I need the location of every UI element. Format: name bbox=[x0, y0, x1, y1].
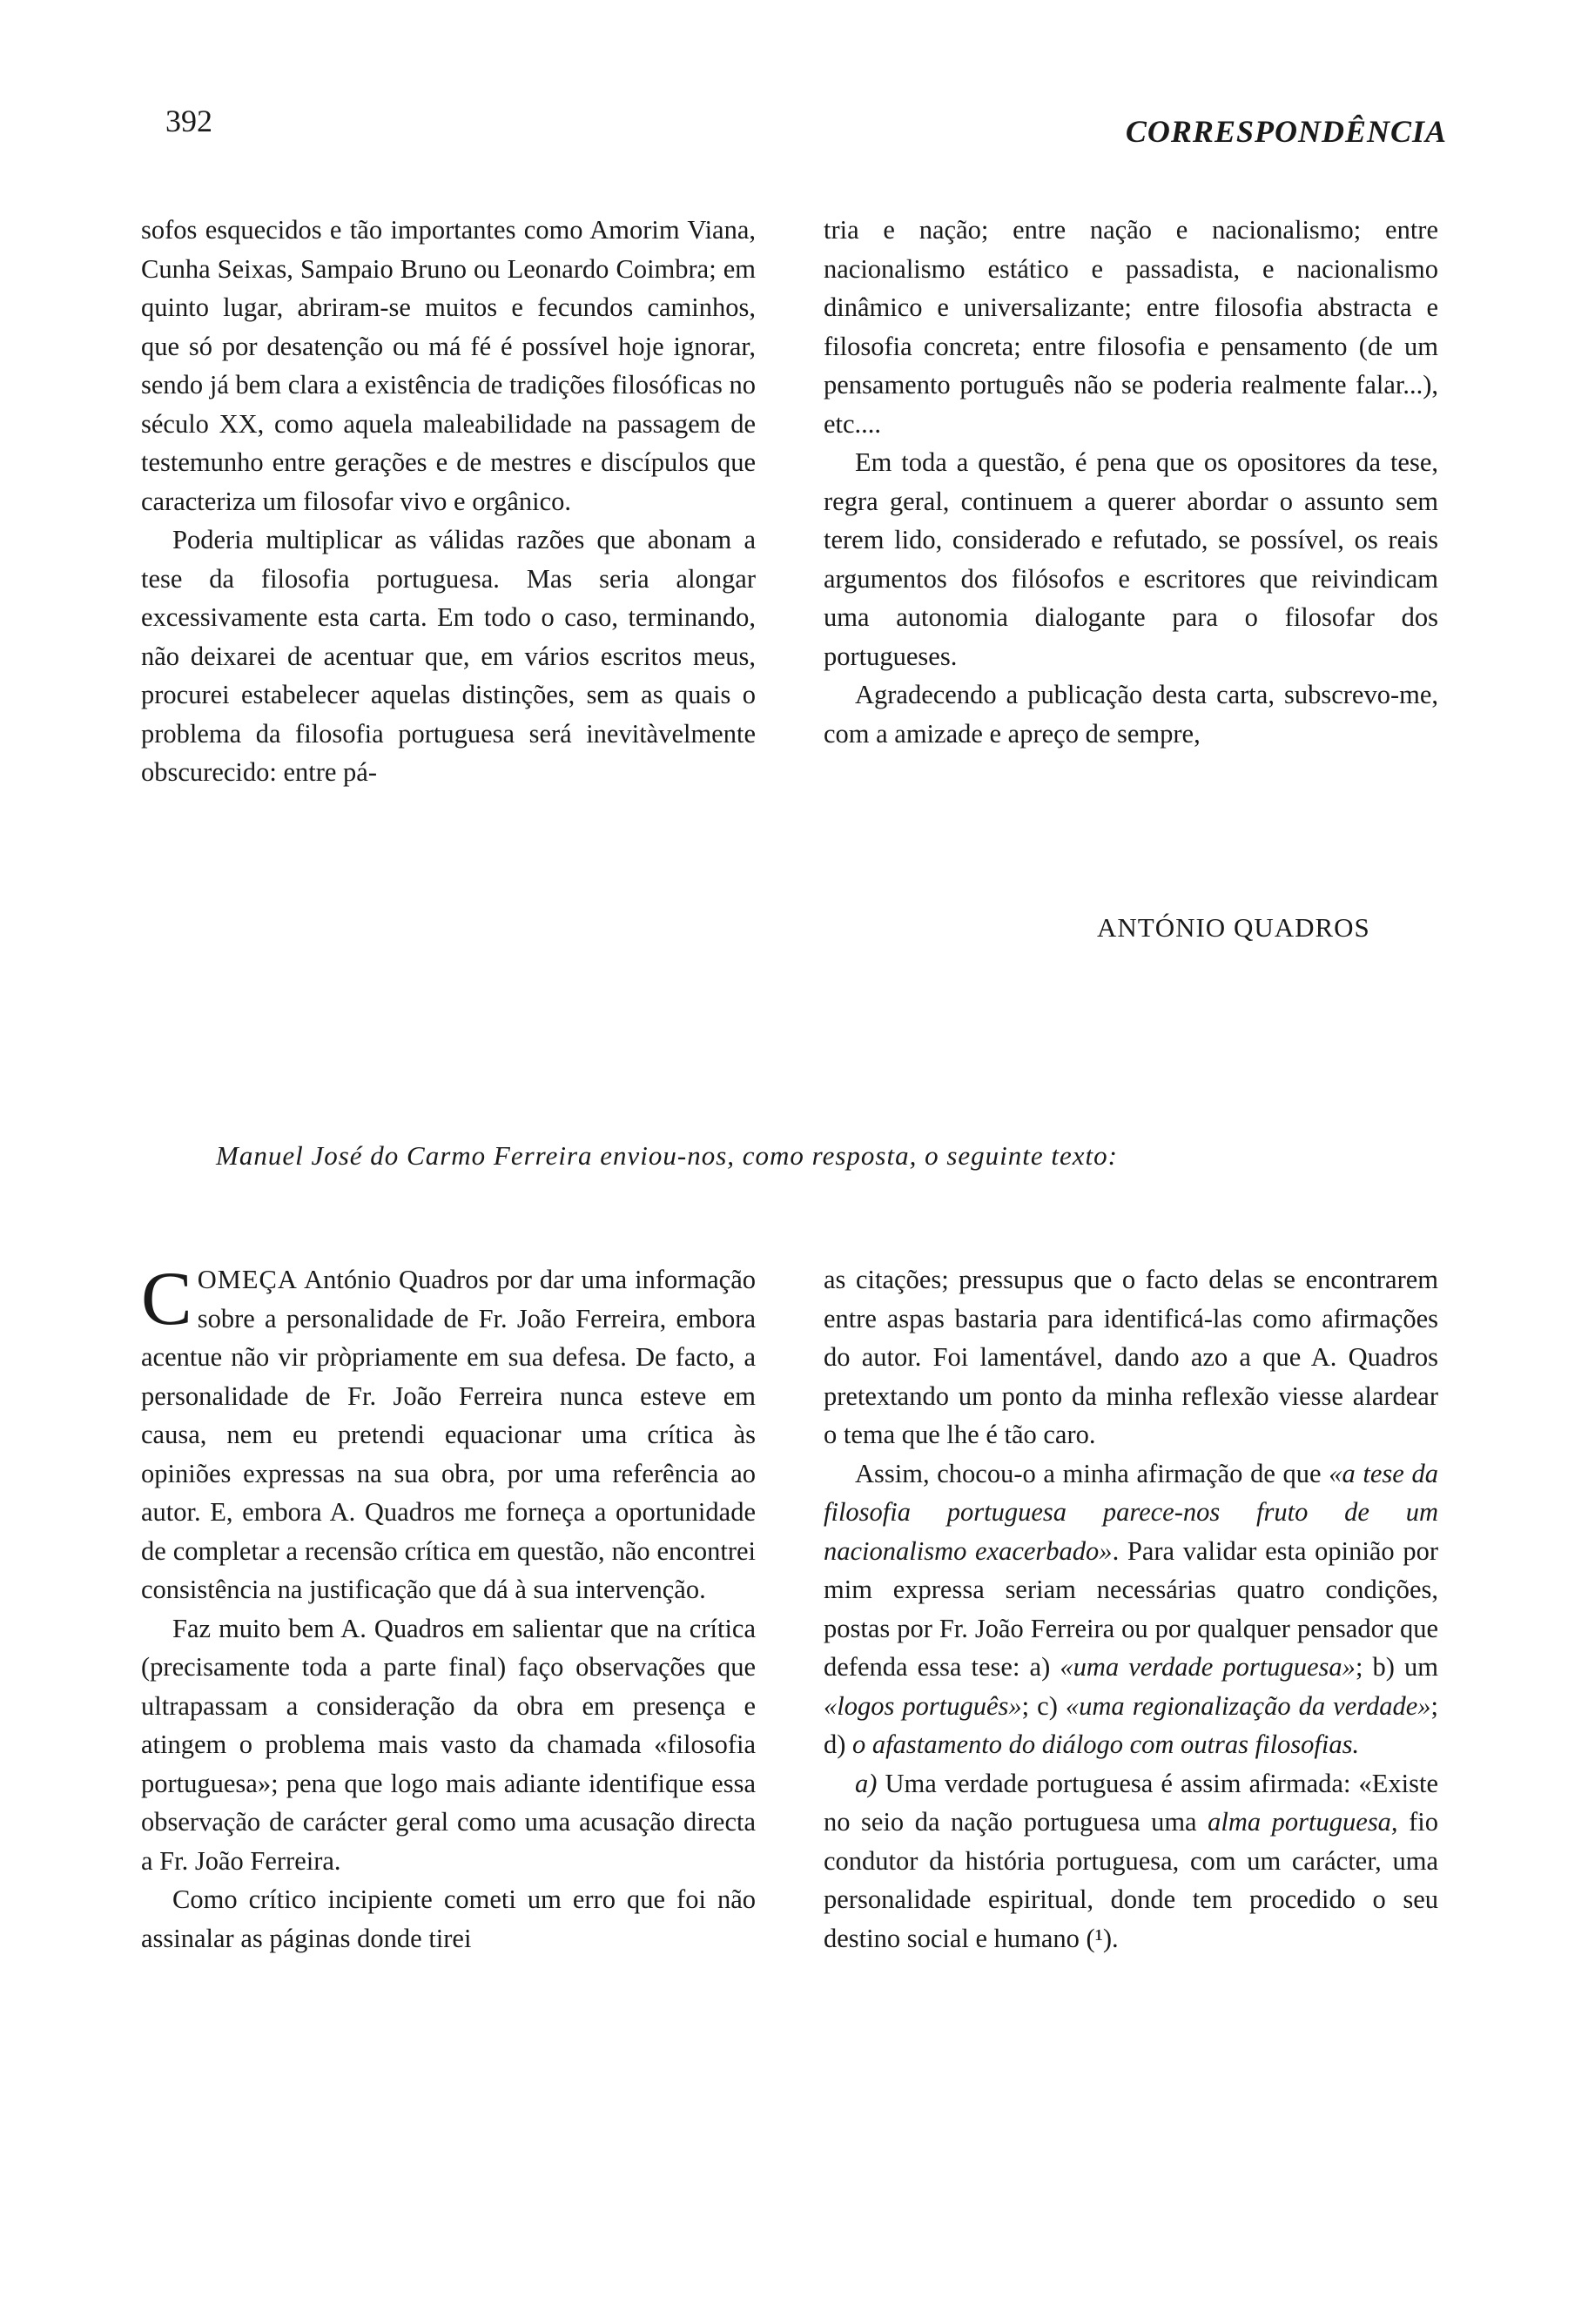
reply-paragraph: as citações; pressupus que o facto delas se encontrarem entre aspas bastaria para identificá-las como afirmações do autor. Foi lamentável, dando azo a que A. Quadros pretextando um ponto da minha reflexão viesse alardear o tema que lhe é tão caro. bbox=[824, 1265, 1438, 1449]
reply-paragraph bbox=[141, 1257, 756, 1609]
running-head: CORRESPONDÊNCIA bbox=[1125, 114, 1447, 149]
letter-paragraph: Poderia multiplicar as válidas razões que abonam a tese da filosofia portuguesa. Mas seria alongar excessivamente esta carta. Em todo o caso, terminando, não deixarei de acentuar que, em vários escritos meus, procurei estabelecer aquelas distinções, sem as quais o problema da filosofia portuguesa será inevitàvelmente obscurecido: entre pá- bbox=[141, 525, 756, 787]
quoted-thesis: «a tese da filosofia portuguesa parece-nos fruto de um nacionalismo exacerbado» bbox=[824, 1458, 1439, 1566]
reply-text: Assim, chocou-o a minha afirmação de que bbox=[855, 1458, 1329, 1488]
letter-paragraph: Em toda a questão, é pena que os opositores da tese, regra geral, continuem a querer abordar o assunto sem terem lido, considerado e refutado, se possível, os reais argumentos dos filósofos e escritores que reivindicam uma autonomia dialogante para o filosofar dos portugueses. bbox=[824, 447, 1438, 671]
page-number: 392 bbox=[165, 104, 212, 138]
reply-paragraph bbox=[824, 1764, 1438, 1958]
reply-text: . Para validar esta opinião por mim expressa seriam necessárias quatro condições, postas por Fr. João Ferreira ou por qualquer pensador que defenda essa tese: a) bbox=[824, 1535, 1439, 1682]
reply-text: António Quadros por dar uma informação sobre a personalidade de Fr. João Ferreira, embora acentue não vir pròpriamente em sua defesa. De facto, a personalidade de Fr. João Ferreira nunca esteve em causa, nem eu pretendi equacionar uma crítica às opiniões expressas na sua obra, por uma referência ao autor. E, embora A. Quadros me forneça a oportunidade de completar a recensão crítica em questão, não encontrei consistência na justificação que dá à sua intervenção. bbox=[141, 1265, 756, 1604]
condition-d: o afastamento do diálogo com outras filosofias. bbox=[852, 1730, 1360, 1759]
reply-paragraph bbox=[824, 1454, 1438, 1764]
emphasis: alma portuguesa, bbox=[1208, 1807, 1398, 1837]
condition-a: «uma verdade portuguesa» bbox=[1060, 1652, 1356, 1682]
reply-text: ; b) um bbox=[1355, 1652, 1438, 1682]
reply-text: fio condutor da história portuguesa, com um carácter, uma personalidade espiritual, donde tem procedido o seu destino social e humano (¹). bbox=[824, 1807, 1438, 1953]
reply-text: Uma verdade portuguesa é assim afirmada: «Existe no seio da nação portuguesa uma bbox=[824, 1768, 1438, 1837]
letter-right-column bbox=[824, 211, 1438, 753]
reply-right-column bbox=[824, 1260, 1438, 1958]
letter-paragraph: Agradecendo a publicação desta carta, subscrevo-me, com a amizade e apreço de sempre, bbox=[824, 680, 1438, 749]
item-label: a) bbox=[855, 1768, 878, 1798]
reply-paragraph: Faz muito bem A. Quadros em salientar que na crítica (precisamente toda a parte final) faço observações que ultrapassam a consideração da obra em presença e atingem o problema mais vasto da chamada «filosofia portuguesa»; pena que logo mais adiante identifique essa observação de carácter geral como uma acusação directa a Fr. João Ferreira. bbox=[141, 1613, 756, 1876]
reply-text: ; c) bbox=[1021, 1690, 1066, 1721]
letter-left-column bbox=[141, 211, 756, 792]
reply-text: ; d) bbox=[824, 1690, 1439, 1759]
signature: ANTÓNIO QUADROS bbox=[1097, 912, 1370, 943]
reply-intro: Manuel José do Carmo Ferreira enviou-nos, como resposta, o seguinte texto: bbox=[216, 1140, 1118, 1171]
lead-caps: OMEÇA bbox=[197, 1265, 298, 1294]
letter-paragraph: sofos esquecidos e tão importantes como Amorim Viana, Cunha Seixas, Sampaio Bruno ou Leonardo Coimbra; em quinto lugar, abriram-se muitos e fecundos caminhos, que só por desatenção ou má fé é possível hoje ignorar, sendo já bem clara a existência de tradições filosóficas no século XX, como aquela maleabilidade na passagem de testemunho entre gerações e de mestres e discípulos que caracteriza um filosofar vivo e orgânico. bbox=[141, 215, 756, 516]
condition-b: «logos português» bbox=[824, 1690, 1022, 1721]
letter-paragraph: tria e nação; entre nação e nacionalismo; entre nacionalismo estático e passadista, e nacionalismo dinâmico e universalizante; entre filosofia abstracta e filosofia concreta; entre filosofia e pensamento (de um pensamento português não se poderia realmente falar...), etc.... bbox=[824, 215, 1438, 439]
condition-c: «uma regionalização da verdade» bbox=[1065, 1690, 1431, 1721]
reply-left-column bbox=[141, 1257, 756, 1958]
drop-cap: C bbox=[141, 1257, 192, 1341]
reply-paragraph: Como crítico incipiente cometi um erro que foi não assinalar as páginas donde tirei bbox=[141, 1884, 756, 1953]
